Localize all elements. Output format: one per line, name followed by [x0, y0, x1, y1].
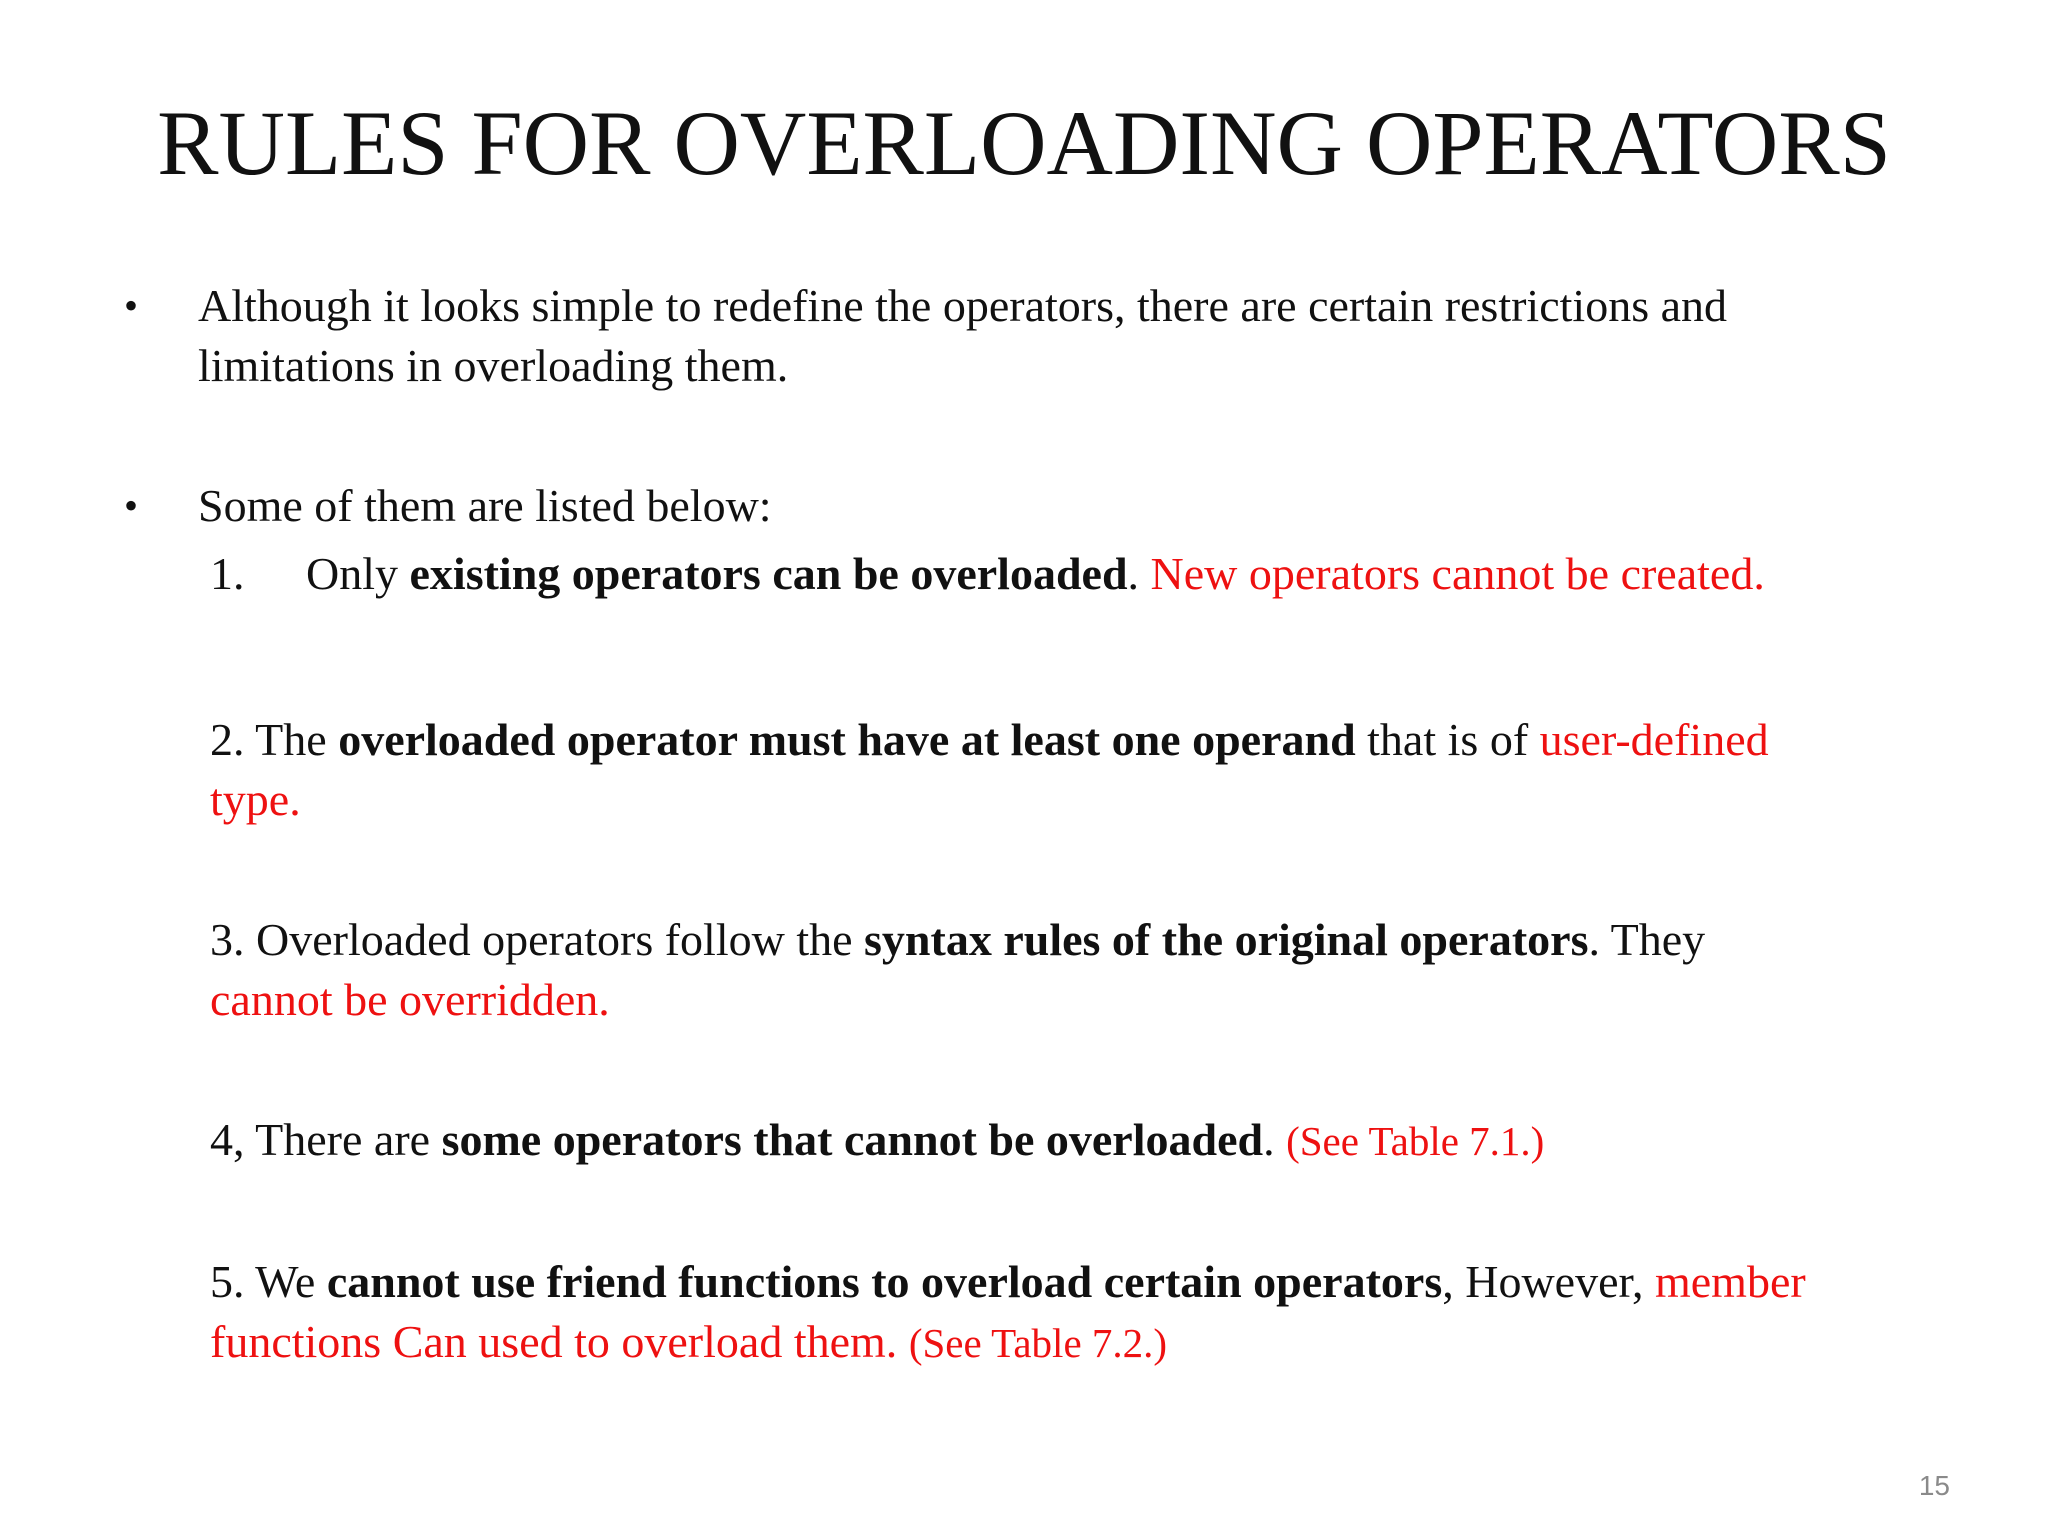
- rule-number: 1.: [210, 548, 245, 599]
- rule-emphasis: some operators that cannot be overloaded: [441, 1114, 1264, 1165]
- rule-1: [210, 544, 1980, 604]
- rule-4: [210, 1110, 1980, 1171]
- bullet-text: Some of them are listed below:: [198, 480, 772, 531]
- rule-line: [210, 910, 1980, 970]
- rule-highlight: cannot be overridden.: [210, 974, 610, 1025]
- rule-line: [210, 710, 1980, 770]
- rule-text: 4, There are: [210, 1114, 442, 1165]
- rule-line: [210, 1252, 1980, 1312]
- rule-highlight: type.: [210, 774, 301, 825]
- bullet-text-line: limitations in overloading them.: [198, 340, 789, 391]
- rule-line: [210, 1312, 1980, 1373]
- table-reference: (See Table 7.1.): [1286, 1118, 1545, 1164]
- rule-highlight: member: [1654, 1256, 1806, 1307]
- rule-highlight: user-defined: [1539, 714, 1769, 765]
- rule-highlight: New operators cannot be created.: [1150, 548, 1765, 599]
- bullet-icon: •: [124, 283, 139, 328]
- bullet-text-line: Although it looks simple to redefine the operators, there are certain restrictions and: [198, 280, 1728, 331]
- rule-text: .: [1263, 1114, 1287, 1165]
- rule-emphasis: overloaded operator must have at least one operand: [338, 714, 1356, 765]
- page-number: 15: [1918, 1470, 1950, 1501]
- rule-text: 3. Overloaded operators follow the: [210, 914, 865, 965]
- table-reference: (See Table 7.2.): [908, 1320, 1168, 1366]
- rule-text: 5. We: [210, 1256, 327, 1307]
- rule-2: [210, 710, 1980, 830]
- slide-title: RULES FOR OVERLOADING OPERATORS: [157, 92, 1891, 194]
- rule-text: , However,: [1442, 1256, 1655, 1307]
- rule-3: [210, 910, 1980, 1030]
- bullet-text: [198, 276, 1998, 396]
- rule-text: . They: [1588, 914, 1706, 965]
- rule-text: .: [1127, 548, 1151, 599]
- rule-text: that is of: [1355, 714, 1540, 765]
- rule-5: [210, 1252, 1980, 1373]
- rule-text: Only: [306, 548, 410, 599]
- rule-text: 2. The: [210, 714, 339, 765]
- rule-highlight: functions Can used to overload them.: [210, 1316, 898, 1367]
- rule-emphasis: syntax rules of the original operators: [864, 914, 1589, 965]
- rule-emphasis: cannot use friend functions to overload certain operators: [326, 1256, 1443, 1307]
- bullet-icon: •: [124, 483, 139, 528]
- rule-emphasis: existing operators can be overloaded: [409, 548, 1128, 599]
